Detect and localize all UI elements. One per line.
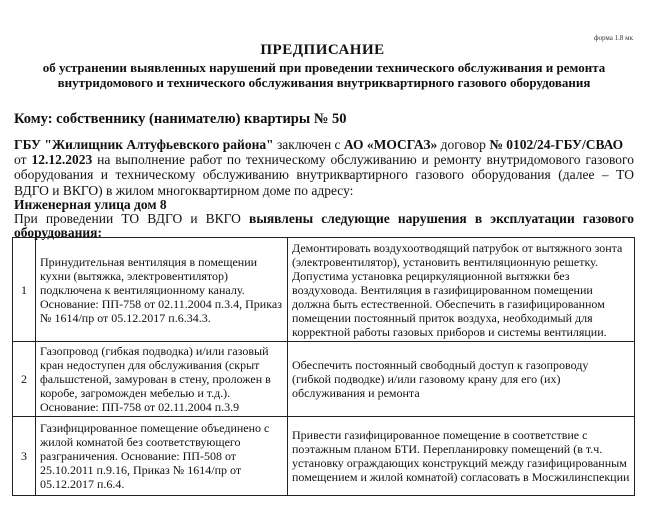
intro-plain-text: При проведении ТО ВДГО и ВКГО <box>14 211 241 226</box>
row-number: 1 <box>13 238 36 342</box>
contract-number: № 0102/24-ГБУ/СВАО <box>489 137 624 152</box>
table-row <box>13 417 635 496</box>
form-number: форма 1.8 мк <box>594 34 633 42</box>
concluded-with-text: заключен с <box>276 137 341 152</box>
violation-cell: Газифицированное помещение объединено с жилой комнатой без соответствующего разграничения. Основание: ПП-508 от 25.10.2011 п.9.16, Приказ № 1614/пр от 05.12.2017 п.6.4. <box>36 417 288 496</box>
violation-cell: Принудительная вентиляция в помещении кухни (вытяжка, электровентилятор) подключена к вентиляционному каналу. Основание: ПП-758 от 02.11.2004 п.3.4, Приказ № 1614/пр от 05.12.2017 п.6.34.3. <box>36 238 288 342</box>
organization-name: ГБУ "Жилищник Алтуфьевского района" <box>14 137 274 152</box>
contract-purpose: на выполнение работ по техническому обслуживанию и ремонту внутридомового газового оборудования и техническому обслуживанию внутриквартирного газового оборудования (далее – ТО ВДГО и ВКГО) в жилом многоквартирном доме по адресу: <box>14 152 634 198</box>
action-cell: Привести газифицированное помещение в соответствие с поэтажным планом БТИ. Перепланировку помещений (в т.ч. установку ограждающих конструкций между газифицированным помещением и жилой комнатой) согласовать в Мосжилинспекции <box>288 417 635 496</box>
violations-intro <box>14 212 634 240</box>
table-row <box>13 342 635 417</box>
violations-table <box>12 237 635 496</box>
intro-bold-text: выявлены следующие нарушения в эксплуатации газового оборудования: <box>14 211 634 240</box>
row-number: 2 <box>13 342 36 417</box>
document-title: ПРЕДПИСАНИЕ <box>260 42 385 58</box>
contract-date: 12.12.2023 <box>31 152 93 168</box>
address-line: Инженерная улица дом 8 <box>14 197 167 212</box>
action-cell: Демонтировать воздухоотводящий патрубок от вытяжного зонта (электровентилятор), установить вентиляционную решетку. Допустима установка рециркуляционной вытяжки без воздуховода. Вентиляция в газифицированном помещении должна быть естественной. Обеспечить в газифицированном помещении постоянный приток воздуха, необходимый для корректной работы газовых приборов и системы вентиляции. <box>288 238 635 342</box>
violation-cell: Газопровод (гибкая подводка) и/или газовый кран недоступен для обслуживания (скрыт фальшстеной, замурован в стену, проложен в коробе, загроможден мебелью и т.д.). Основание: ПП-758 от 02.11.2004 п.3.9 <box>36 342 288 417</box>
recipient-line: Кому: собственнику (нанимателю) квартиры № 50 <box>14 111 347 127</box>
document-subtitle: об устранении выявленных нарушений при проведении технического обслуживания и ремонта внутридомового и технического обслуживания внутриквартирного газового оборудования <box>42 60 606 90</box>
table-row <box>13 238 635 342</box>
row-number: 3 <box>13 417 36 496</box>
contract-paragraph <box>14 137 634 198</box>
action-cell: Обеспечить постоянный свободный доступ к газопроводу (гибкой подводке) и/или газовому крану для его (их) обслуживания и ремонта <box>288 342 635 417</box>
from-word: от <box>14 152 27 168</box>
partner-name: АО «МОСГАЗ» <box>343 137 438 152</box>
contract-word: договор <box>440 137 486 152</box>
